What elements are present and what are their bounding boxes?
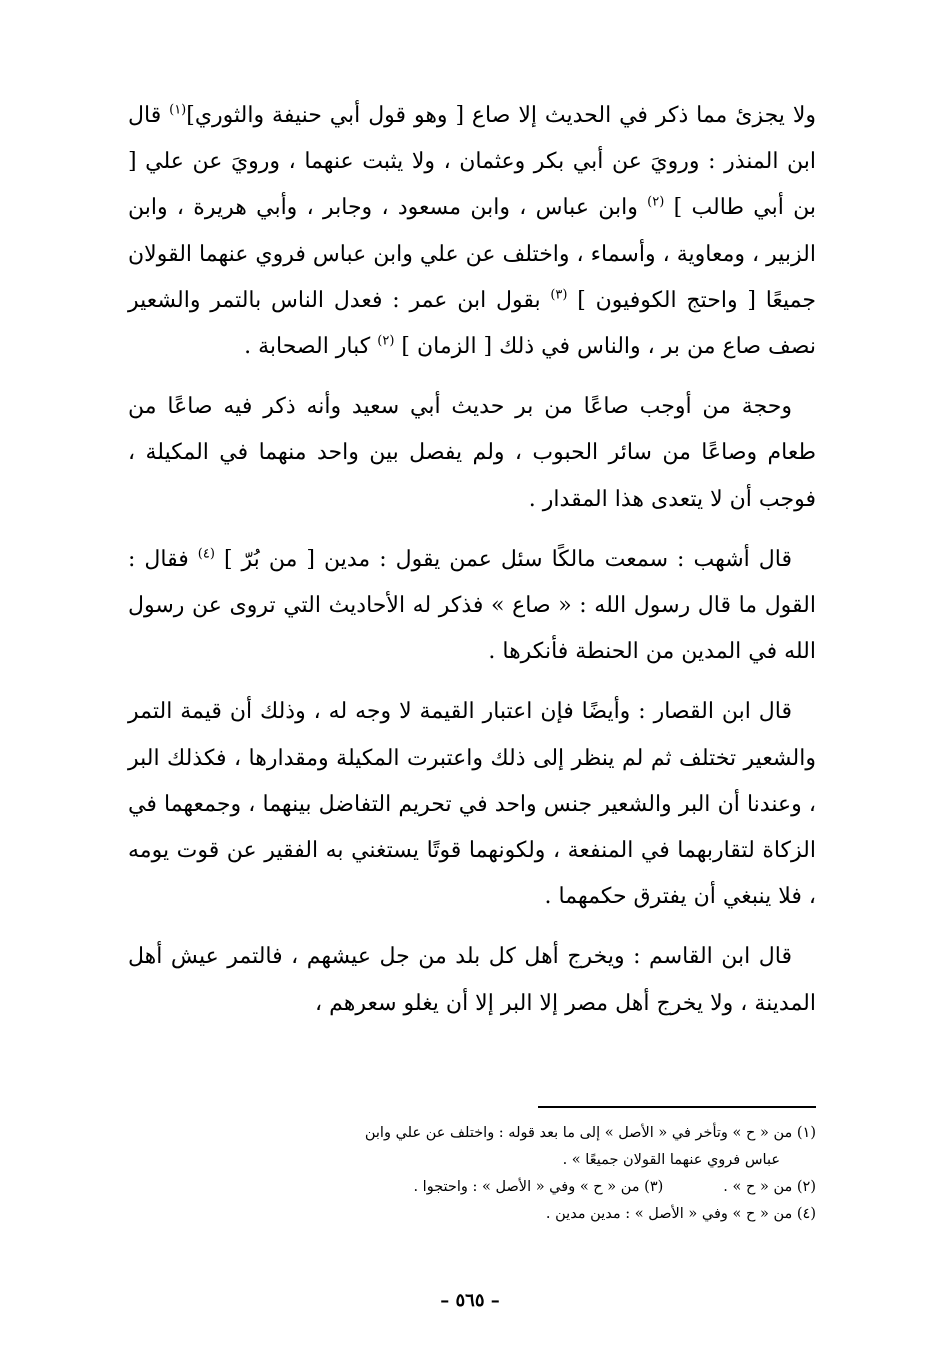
footnote-ref: (١) <box>169 102 187 118</box>
footnote-1-line-1: (١) من « ح » وتأخر في « الأصل » إلى ما بعد قوله : واختلف عن علي وابن <box>364 1125 816 1141</box>
footnote-ref: (٢) <box>647 195 665 211</box>
footnote-1 <box>128 1120 816 1174</box>
footnote-1-line-2: عباس فروي عنهما القولان جميعًا » . <box>562 1152 780 1168</box>
footnote-4: (٤) من « ح » وفي « الأصل » : مدين مدين . <box>545 1206 816 1222</box>
paragraph-4: قال ابن القصار : وأيضًا فإن اعتبار القيمة لا وجه له ، وذلك أن قيمة التمر والشعير تختلف ثم لم ينظر إلى ذلك واعتبرت المكيلة ومقدارها ، فكذلك البر ، وعندنا أن البر والشعير جنس واحد في تحريم التفاضل بينهما ، وجمعهما في الزكاة لتقاربهما في المنفعة ، ولكونهما قوتًا يستغني به الفقير عن قوت يومه ، فلا ينبغي أن يفترق حكمهما . <box>128 699 816 910</box>
paragraph-5: قال ابن القاسم : ويخرج أهل كل بلد من جل عيشهم ، فالتمر عيش أهل المدينة ، ولا يخرج أهل مصر إلا البر إلا أن يغلو سعرهم ، <box>128 944 816 1016</box>
paragraph-1 <box>128 93 816 370</box>
footnote-divider <box>538 1106 816 1108</box>
footnote-2: (٢) من « ح » . <box>723 1179 816 1195</box>
paragraph-3-part-a: قال أشهب : سمعت مالكًا سئل عمن يقول : مدين [ من بُرّ ] <box>214 546 792 572</box>
footnote-ref: (٣) <box>550 287 568 303</box>
page-number: – ٥٦٥ – <box>440 1290 500 1311</box>
footnotes <box>128 1120 816 1228</box>
paragraph-1-part-b: قال ابن المنذر : ورويَ عن أبي بكر وعثمان ، ولا يثبت عنهما ، ورويَ عن علي [ بن أبي طالب ] <box>128 103 816 221</box>
footnote-3: (٣) من « ح » وفي « الأصل » : واحتجوا . <box>413 1179 664 1195</box>
paragraph-2: وحجة من أوجب صاعًا من بر حديث أبي سعيد وأنه ذكر فيه صاعًا من طعام وصاعًا من سائر الحبوب ، ولم يفصل بين واحد منهما في المكيلة ، فوجب أن لا يتعدى هذا المقدار . <box>128 394 816 512</box>
footnote-ref: (٢) <box>377 333 395 349</box>
paragraph-1-part-e: كبار الصحابة . <box>244 334 378 360</box>
paragraph-1-part-d: بقول ابن عمر : فعدل الناس بالتمر والشعير نصف صاع من بر ، والناس في ذلك [ الزمان ] <box>128 287 816 360</box>
footnote-ref: (٤) <box>197 546 215 562</box>
paragraph-1-part-c: وابن عباس ، وابن مسعود ، وجابر ، وأبي هريرة ، وابن الزبير ، ومعاوية ، وأسماء ، واختلف عن علي وابن عباس فروي عنهما القولان جميعًا [ واحتج الكوفيون ] <box>128 195 816 313</box>
paragraph-3-part-b: فقال : القول ما قال رسول الله : « صاع » فذكر له الأحاديث التي تروى عن رسول الله في المدين من الحنطة فأنكرها . <box>128 546 816 665</box>
main-text <box>128 93 816 1041</box>
paragraph-1-part-a: ولا يجزئ مما ذكر في الحديث إلا صاع [ وهو قول أبي حنيفة والثوري] <box>186 103 816 128</box>
paragraph-3 <box>128 537 816 676</box>
footnote-row <box>128 1174 816 1201</box>
